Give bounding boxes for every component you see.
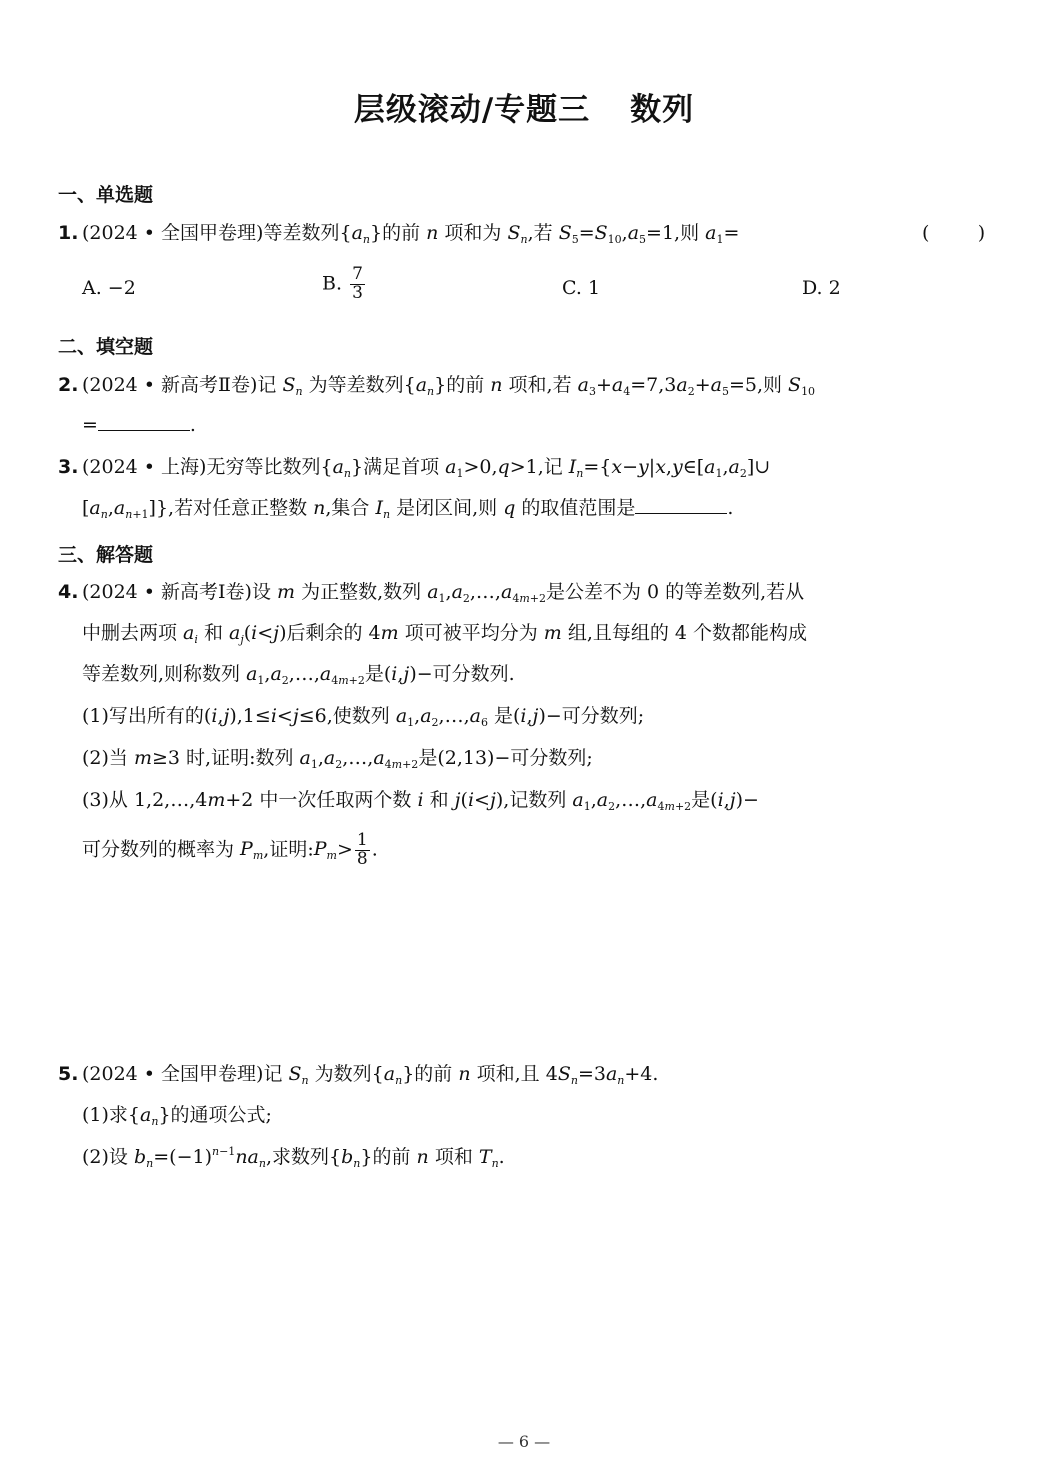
question-4-stem-cont: 等差数列,则称数列 $a_1,a_2,\dots,a_{4m+2}$是(i,j)−可分数列.: [82, 663, 515, 687]
answer-blank[interactable]: [98, 414, 190, 431]
question-3-stem-cont: $[a_n,a_{n+1}]$},若对任意正整数 n,集合 $I_n$ 是闭区间,则 q 的取值范围是 .: [82, 497, 734, 521]
option-c: C. 1: [562, 277, 601, 299]
question-4-number: 4.: [58, 581, 79, 603]
page-title: 层级滚动/专题三 数列: [353, 92, 695, 128]
question-4-part-1: (1)写出所有的(i,j),1≤i<j≤6,使数列 $a_1,a_2,\dots,a_6$ 是(i,j)−可分数列;: [82, 705, 645, 729]
question-2-stem: (2024 • 新高考Ⅱ卷)记 $S_n$ 为等差数列$\{a_n\}$的前 n 项和,若 $a_3+a_4=7,3a_2+a_5=5$,则 $S_{10}$: [82, 374, 816, 398]
section-heading-fill-blank: 二、填空题: [58, 336, 154, 358]
question-5-part-1: (1)求$\{a_n\}$的通项公式;: [82, 1104, 272, 1128]
question-3-number: 3.: [58, 456, 79, 478]
question-1-number: 1.: [58, 222, 79, 244]
option-b: B. $\frac{7}{3}$: [322, 264, 363, 303]
question-4-part-3-cont: 可分数列的概率为 $P_m$,证明$:P_m>$ $\frac{1}{8}$ .: [82, 830, 378, 869]
option-d: D. 2: [802, 277, 841, 299]
section-heading-single-choice: 一、单选题: [58, 184, 154, 206]
fraction-denominator: 8: [356, 848, 368, 869]
page-number: — 6 —: [497, 1432, 551, 1451]
fraction-numerator: 1: [356, 830, 368, 850]
option-a: A. −2: [82, 277, 136, 299]
fraction-denominator: 3: [352, 282, 363, 303]
question-4-stem-cont: 中删去两项 $a_i$ 和 $a_j(i<j)$后剩余的 4m 项可被平均分为 m 组,且每组的 4 个数都能构成: [82, 622, 808, 646]
question-5-stem: (2024 • 全国甲卷理)记 $S_n$ 为数列$\{a_n\}$的前 n 项和,且 $4S_n=3a_n+4$.: [82, 1063, 659, 1087]
question-3-stem: (2024 • 上海)无穷等比数列$\{a_n\}$满足首项 $a_1>0,q>1$,记 $I_n=\{x-y|x,y\in[a_1,a_2]\cup$: [82, 456, 771, 480]
question-5-number: 5.: [58, 1063, 79, 1085]
question-2-number: 2.: [58, 374, 79, 396]
section-heading-solution: 三、解答题: [58, 544, 154, 566]
question-4-part-2: (2)当 m≥3 时,证明:数列 $a_1,a_2,\dots,a_{4m+2}$是(2,13)−可分数列;: [82, 747, 593, 771]
question-4-stem: (2024 • 新高考Ⅰ卷)设 m 为正整数,数列 $a_1,a_2,\dots,a_{4m+2}$是公差不为 0 的等差数列,若从: [82, 581, 805, 605]
question-5-part-2: (2)设 $b_n=(-1)^{n-1}na_n$,求数列$\{b_n\}$的前 n 项和 $T_n$.: [82, 1145, 505, 1170]
question-2-answer-line: = .: [82, 414, 196, 436]
answer-blank[interactable]: [635, 497, 727, 514]
question-4-part-3: (3)从 1,2,…,4m+2 中一次任取两个数 i 和 j(i<j),记数列 $a_1,a_2,\dots,a_{4m+2}$是(i,j)−: [82, 789, 759, 813]
fraction-numerator: 7: [352, 264, 363, 284]
answer-paren: ( ): [922, 222, 986, 244]
question-1-stem: (2024 • 全国甲卷理)等差数列$\{a_n\}$的前 n 项和为 $S_n$,若 $S_5=S_{10},a_5=1$,则 $a_1=$: [82, 222, 740, 246]
